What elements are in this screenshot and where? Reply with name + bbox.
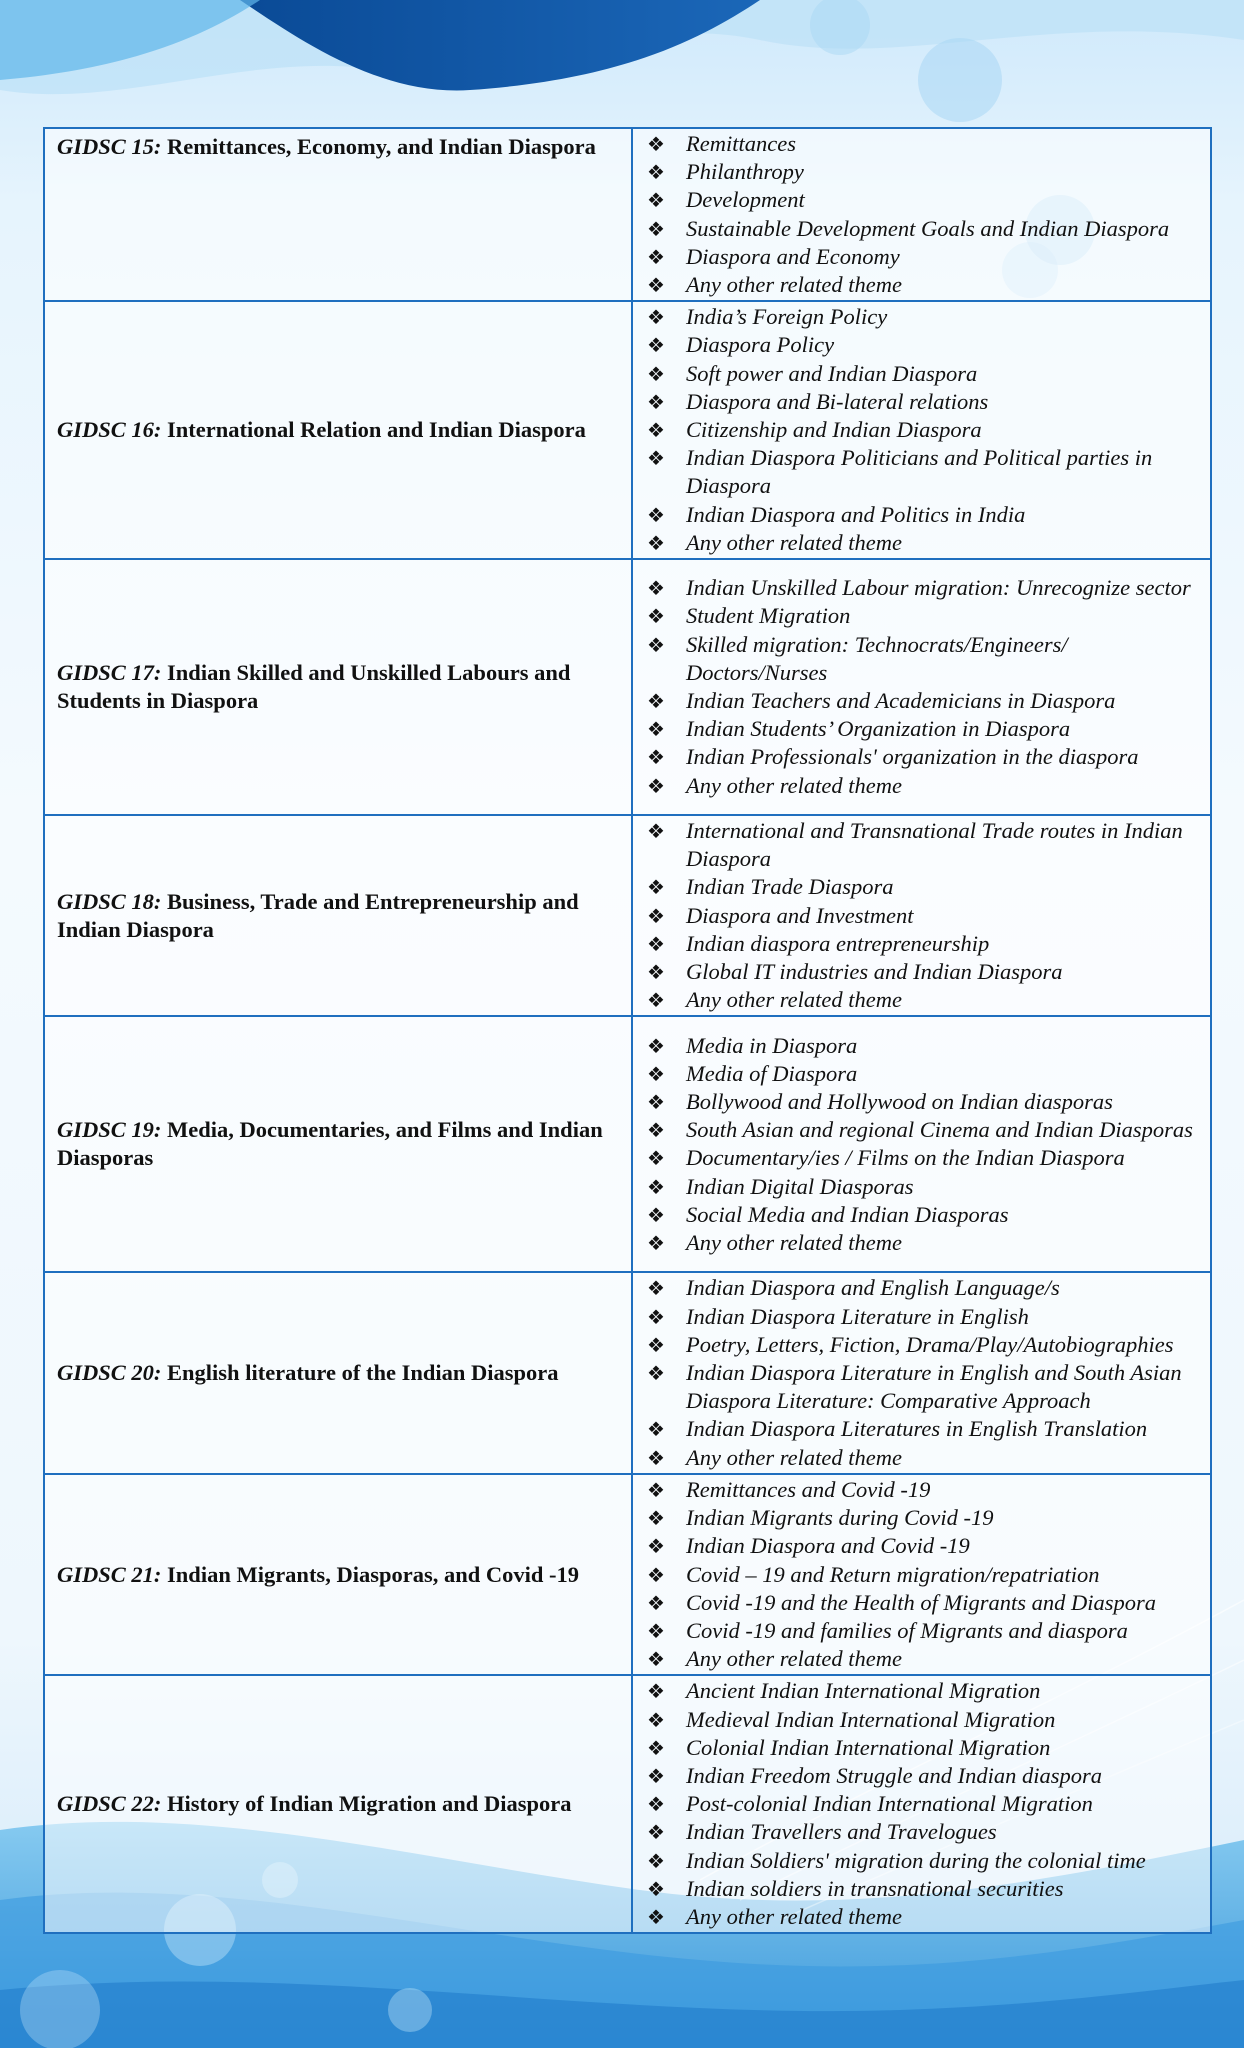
table-row (44, 1016, 1211, 1272)
list-item: ❖ Media of Diaspora (643, 1060, 1202, 1088)
list-item: ❖ Any other related theme (643, 1903, 1202, 1931)
list-item: ❖ Indian Diaspora Literatures in English Translation (643, 1415, 1202, 1443)
themes-list (643, 130, 1202, 299)
themes-list-cell (632, 1272, 1211, 1473)
list-item: ❖ Media in Diaspora (643, 1032, 1202, 1060)
list-item: ❖ Indian Professionals' organization in the diaspora (643, 743, 1202, 771)
table-row (44, 1272, 1211, 1473)
diamond-bullet-icon: ❖ (647, 418, 665, 443)
sub-theme-code: GIDSC 22: (57, 1791, 162, 1817)
diamond-bullet-icon: ❖ (647, 1445, 665, 1470)
diamond-bullet-icon: ❖ (647, 446, 665, 471)
list-item: ❖ Ancient Indian International Migration (643, 1677, 1202, 1705)
list-item: ❖ Diaspora Policy (643, 331, 1202, 359)
diamond-bullet-icon: ❖ (647, 1033, 665, 1058)
list-item: ❖ Indian Migrants during Covid -19 (643, 1504, 1202, 1532)
diamond-bullet-icon: ❖ (647, 1876, 665, 1901)
diamond-bullet-icon: ❖ (647, 1231, 665, 1256)
themes-list-cell (632, 301, 1211, 559)
diamond-bullet-icon: ❖ (647, 1534, 665, 1559)
sub-theme-title-cell (44, 559, 632, 815)
diamond-bullet-icon: ❖ (647, 333, 665, 358)
diamond-bullet-icon: ❖ (647, 216, 665, 241)
list-item: ❖ Any other related theme (643, 1229, 1202, 1257)
diamond-bullet-icon: ❖ (647, 1735, 665, 1760)
list-item: ❖ Covid -19 and the Health of Migrants and Diaspora (643, 1589, 1202, 1617)
diamond-bullet-icon: ❖ (647, 931, 665, 956)
diamond-bullet-icon: ❖ (647, 632, 665, 657)
themes-list (643, 817, 1202, 1014)
themes-list (643, 1677, 1202, 1931)
list-item: ❖ Any other related theme (643, 1444, 1202, 1472)
list-item: ❖ Indian Diaspora Literature in English (643, 1303, 1202, 1331)
diamond-bullet-icon: ❖ (647, 1904, 665, 1929)
list-item: ❖ Diaspora and Bi-lateral relations (643, 388, 1202, 416)
themes-list-cell (632, 559, 1211, 815)
sub-theme-code: GIDSC 20: (57, 1360, 162, 1386)
list-item: ❖ Global IT industries and Indian Diaspora (643, 958, 1202, 986)
diamond-bullet-icon: ❖ (647, 389, 665, 414)
diamond-bullet-icon: ❖ (647, 773, 665, 798)
list-item: ❖ Any other related theme (643, 271, 1202, 299)
diamond-bullet-icon: ❖ (647, 1848, 665, 1873)
diamond-bullet-icon: ❖ (647, 244, 665, 269)
list-item: ❖ Bollywood and Hollywood on Indian diasporas (643, 1088, 1202, 1116)
sub-theme-title: International Relation and Indian Diaspora (167, 417, 586, 443)
themes-table (43, 127, 1212, 1934)
sub-theme-title-cell (44, 1272, 632, 1473)
table-row (44, 559, 1211, 815)
list-item: ❖ Indian Diaspora Politicians and Political parties in Diaspora (647, 445, 1153, 499)
diamond-bullet-icon: ❖ (647, 1763, 665, 1788)
diamond-bullet-icon: ❖ (647, 903, 665, 928)
list-item: ❖ Diaspora and Investment (643, 902, 1202, 930)
list-item: ❖ Documentary/ies / Films on the Indian Diaspora (643, 1144, 1202, 1172)
diamond-bullet-icon: ❖ (647, 305, 665, 330)
diamond-bullet-icon: ❖ (647, 1202, 665, 1227)
table-row (44, 1675, 1211, 1933)
diamond-bullet-icon: ❖ (647, 1618, 665, 1643)
themes-list (643, 1274, 1202, 1471)
list-item: ❖ Remittances (643, 130, 1202, 158)
diamond-bullet-icon: ❖ (647, 1590, 665, 1615)
sub-theme-code: GIDSC 21: (57, 1561, 162, 1587)
list-item: ❖ Indian Teachers and Academicians in Diaspora (643, 687, 1202, 715)
table-row (44, 128, 1211, 301)
diamond-bullet-icon: ❖ (647, 1118, 665, 1143)
diamond-bullet-icon: ❖ (647, 1506, 665, 1531)
list-item: ❖ Indian Diaspora Literature in English and South Asian Diaspora Literature: Comparative Approach (647, 1360, 1182, 1414)
list-item: ❖ Diaspora and Economy (643, 243, 1202, 271)
list-item: ❖ Indian Travellers and Travelogues (643, 1818, 1202, 1846)
diamond-bullet-icon: ❖ (647, 1477, 665, 1502)
themes-list-cell (632, 1016, 1211, 1272)
list-item: ❖ Remittances and Covid -19 (643, 1476, 1202, 1504)
diamond-bullet-icon: ❖ (647, 745, 665, 770)
sub-theme-title: Remittances, Economy, and Indian Diaspora (167, 134, 596, 159)
diamond-bullet-icon: ❖ (647, 604, 665, 629)
sub-theme-title-cell (44, 301, 632, 559)
diamond-bullet-icon: ❖ (647, 1174, 665, 1199)
sub-theme-title: Indian Skilled and Unskilled Labours and Students in Diaspora (57, 660, 571, 714)
diamond-bullet-icon: ❖ (647, 1304, 665, 1329)
list-item: ❖ Development (643, 186, 1202, 214)
list-item: ❖ International and Transnational Trade routes in Indian Diaspora (647, 818, 1183, 872)
sub-theme-title-cell (44, 815, 632, 1016)
themes-list-cell (632, 128, 1211, 301)
list-item: ❖ Indian Digital Diasporas (643, 1173, 1202, 1201)
list-item: ❖ Any other related theme (643, 1645, 1202, 1673)
diamond-bullet-icon: ❖ (647, 1562, 665, 1587)
sub-theme-title-cell (44, 1675, 632, 1933)
themes-list (643, 574, 1202, 800)
list-item: ❖ Indian Soldiers' migration during the colonial time (643, 1847, 1202, 1875)
themes-table-container (43, 127, 1212, 1934)
sub-theme-title: English literature of the Indian Diaspora (167, 1360, 559, 1386)
list-item: ❖ Any other related theme (643, 986, 1202, 1014)
themes-list (643, 303, 1202, 557)
list-item: ❖ Indian Students’ Organization in Diaspora (643, 715, 1202, 743)
diamond-bullet-icon: ❖ (647, 1792, 665, 1817)
table-row (44, 1474, 1211, 1675)
sub-theme-title: Business, Trade and Entrepreneurship and Indian Diaspora (57, 888, 579, 942)
list-item: ❖ Indian Unskilled Labour migration: Unrecognize sector (643, 574, 1202, 602)
diamond-bullet-icon: ❖ (647, 1332, 665, 1357)
diamond-bullet-icon: ❖ (647, 1090, 665, 1115)
diamond-bullet-icon: ❖ (647, 1707, 665, 1732)
themes-list (643, 1476, 1202, 1673)
diamond-bullet-icon: ❖ (647, 1146, 665, 1171)
diamond-bullet-icon: ❖ (647, 988, 665, 1013)
diamond-bullet-icon: ❖ (647, 1647, 665, 1672)
themes-list-cell (632, 1675, 1211, 1933)
list-item: ❖ Citizenship and Indian Diaspora (643, 416, 1202, 444)
diamond-bullet-icon: ❖ (647, 875, 665, 900)
themes-list (643, 1032, 1202, 1258)
diamond-bullet-icon: ❖ (647, 273, 665, 298)
list-item: ❖ Any other related theme (643, 772, 1202, 800)
themes-list-cell (632, 1474, 1211, 1675)
list-item: ❖ Indian Diaspora and Covid -19 (643, 1532, 1202, 1560)
diamond-bullet-icon: ❖ (647, 576, 665, 601)
list-item: ❖ Colonial Indian International Migration (643, 1734, 1202, 1762)
list-item: ❖ Soft power and Indian Diaspora (643, 360, 1202, 388)
diamond-bullet-icon: ❖ (647, 1820, 665, 1845)
list-item: ❖ Poetry, Letters, Fiction, Drama/Play/Autobiographies (643, 1331, 1202, 1359)
sub-theme-title-cell (44, 128, 632, 301)
table-row (44, 815, 1211, 1016)
list-item: ❖ Indian diaspora entrepreneurship (643, 930, 1202, 958)
list-item: ❖ Philanthropy (643, 158, 1202, 186)
sub-theme-title: History of Indian Migration and Diaspora (167, 1791, 572, 1817)
list-item: ❖ India’s Foreign Policy (643, 303, 1202, 331)
sub-theme-title-cell (44, 1016, 632, 1272)
list-item: ❖ Sustainable Development Goals and Indian Diaspora (643, 215, 1202, 243)
sub-theme-title: Indian Migrants, Diasporas, and Covid -19 (167, 1561, 579, 1587)
list-item: ❖ Covid – 19 and Return migration/repatriation (643, 1561, 1202, 1589)
diamond-bullet-icon: ❖ (647, 1417, 665, 1442)
list-item: ❖ Indian Freedom Struggle and Indian diaspora (643, 1762, 1202, 1790)
sub-theme-title: Media, Documentaries, and Films and Indian Diasporas (57, 1117, 603, 1171)
list-item: ❖ Any other related theme (643, 529, 1202, 557)
diamond-bullet-icon: ❖ (647, 1061, 665, 1086)
diamond-bullet-icon: ❖ (647, 1679, 665, 1704)
sub-theme-code: GIDSC 18: (57, 888, 162, 914)
sub-theme-code: GIDSC 17: (57, 660, 162, 686)
sub-theme-code: GIDSC 15: (57, 134, 162, 159)
diamond-bullet-icon: ❖ (647, 361, 665, 386)
diamond-bullet-icon: ❖ (647, 188, 665, 213)
diamond-bullet-icon: ❖ (647, 502, 665, 527)
diamond-bullet-icon: ❖ (647, 530, 665, 555)
diamond-bullet-icon: ❖ (647, 819, 665, 844)
sub-theme-code: GIDSC 19: (57, 1117, 162, 1143)
list-item: ❖ Skilled migration: Technocrats/Engineers/ Doctors/Nurses (647, 631, 1068, 685)
list-item: ❖ Student Migration (643, 602, 1202, 630)
sub-theme-code: GIDSC 16: (57, 417, 162, 443)
diamond-bullet-icon: ❖ (647, 160, 665, 185)
diamond-bullet-icon: ❖ (647, 1361, 665, 1386)
table-row (44, 301, 1211, 559)
list-item: ❖ Indian Diaspora and English Language/s (643, 1274, 1202, 1302)
list-item: ❖ Indian soldiers in transnational securities (643, 1875, 1202, 1903)
list-item: ❖ Medieval Indian International Migration (643, 1706, 1202, 1734)
list-item: ❖ Post-colonial Indian International Migration (643, 1790, 1202, 1818)
list-item: ❖ South Asian and regional Cinema and Indian Diasporas (643, 1116, 1202, 1144)
list-item: ❖ Covid -19 and families of Migrants and diaspora (643, 1617, 1202, 1645)
list-item: ❖ Indian Diaspora and Politics in India (643, 501, 1202, 529)
list-item: ❖ Indian Trade Diaspora (643, 873, 1202, 901)
diamond-bullet-icon: ❖ (647, 132, 665, 156)
diamond-bullet-icon: ❖ (647, 960, 665, 985)
sub-theme-title-cell (44, 1474, 632, 1675)
list-item: ❖ Social Media and Indian Diasporas (643, 1201, 1202, 1229)
diamond-bullet-icon: ❖ (647, 1276, 665, 1301)
diamond-bullet-icon: ❖ (647, 717, 665, 742)
diamond-bullet-icon: ❖ (647, 689, 665, 714)
themes-list-cell (632, 815, 1211, 1016)
